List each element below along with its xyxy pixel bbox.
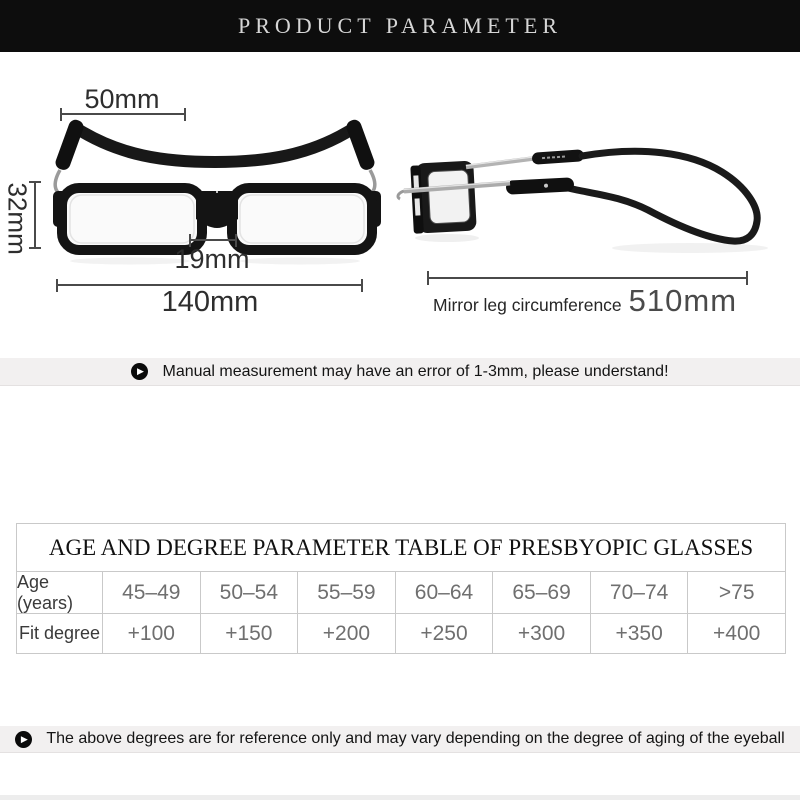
table-row-header-age: Age (years) xyxy=(17,571,74,613)
table-cell-age: 65–69 xyxy=(492,572,590,613)
table-cell-degree: +250 xyxy=(395,613,493,653)
table-title: AGE AND DEGREE PARAMETER TABLE OF PRESBYOPIC GLASSES xyxy=(17,524,785,572)
play-icon: ▶ xyxy=(131,363,148,380)
table-cell-age: 70–74 xyxy=(590,572,688,613)
glasses-side-view xyxy=(398,149,768,253)
table-cell-age: 55–59 xyxy=(297,572,395,613)
table-row-header-degree: Fit degree xyxy=(17,613,102,653)
page-title: PRODUCT PARAMETER xyxy=(237,13,562,38)
frame-width-label: 140mm xyxy=(161,286,259,318)
table-cell-degree: +300 xyxy=(492,613,590,653)
table-cell-degree: +350 xyxy=(590,613,688,653)
lens-height-label: 32mm xyxy=(2,182,33,255)
table-cell-degree: +200 xyxy=(297,613,395,653)
table-cell-age: 45–49 xyxy=(102,572,200,613)
bottom-edge-strip xyxy=(0,795,800,800)
header-bar xyxy=(0,0,800,52)
glasses-front-view xyxy=(53,118,381,265)
table-cell-age: >75 xyxy=(687,572,785,613)
table-cell-age: 60–64 xyxy=(395,572,493,613)
table-cell-degree: +100 xyxy=(102,613,200,653)
bridge-width-label: 19mm xyxy=(174,244,250,274)
measurement-note-text: Manual measurement may have an error of 1-3mm, please understand! xyxy=(162,362,669,380)
table-cell-age: 50–54 xyxy=(200,572,298,613)
temple-label-text: Mirror leg circumference xyxy=(433,295,622,315)
table-cell-degree: +150 xyxy=(200,613,298,653)
degrees-note-bar xyxy=(0,726,800,753)
play-icon: ▶ xyxy=(15,731,32,748)
age-degree-table xyxy=(16,523,786,654)
temple-value-text: 510mm xyxy=(628,283,738,318)
measurement-note-bar xyxy=(0,358,800,386)
degrees-note-text: The above degrees are for reference only and may vary depending on the degree of aging of the eyeball xyxy=(46,730,785,747)
table-cell-degree: +400 xyxy=(687,613,785,653)
temple-circumference-label xyxy=(433,283,773,319)
lens-width-label: 50mm xyxy=(84,84,160,114)
